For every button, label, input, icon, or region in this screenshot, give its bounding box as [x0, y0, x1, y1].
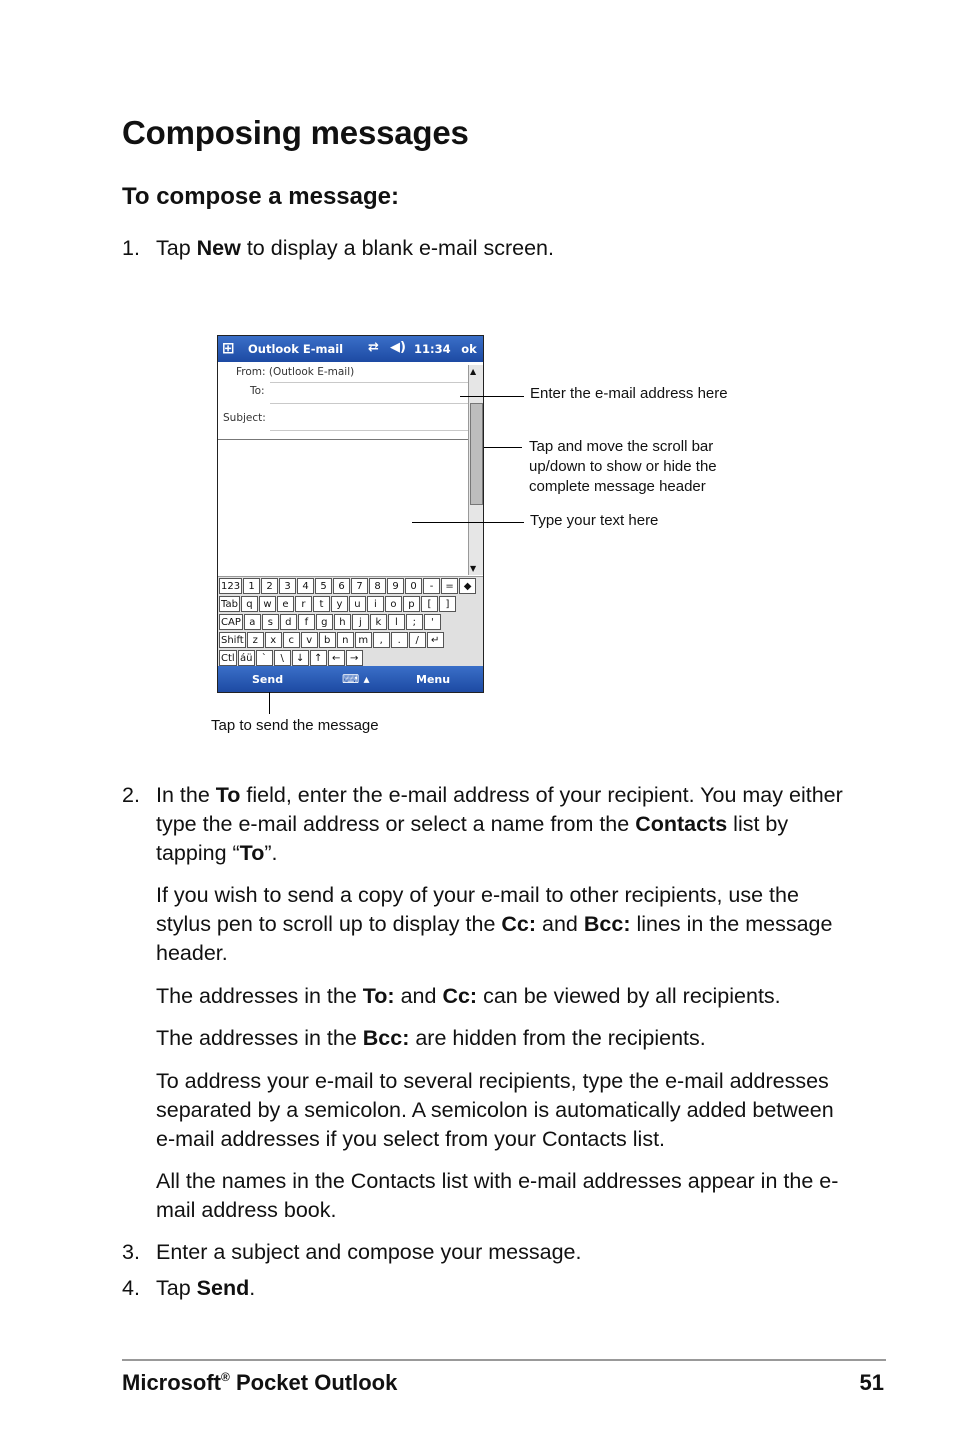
keyboard-key[interactable]: k: [370, 614, 387, 630]
keyboard-key[interactable]: áü: [238, 650, 255, 666]
speaker-icon[interactable]: ◀): [390, 340, 406, 355]
keyboard-key[interactable]: .: [391, 632, 408, 648]
keyboard-key[interactable]: e: [277, 596, 294, 612]
bcc-hidden-paragraph: The addresses in the Bcc: are hidden from the recipients.: [156, 1026, 706, 1050]
scroll-down-icon[interactable]: ▼: [470, 564, 477, 573]
connectivity-icon[interactable]: ⇄: [368, 340, 379, 355]
keyboard-key[interactable]: v: [301, 632, 318, 648]
keyboard-row-4: [219, 632, 444, 649]
keyboard-row-5: [219, 650, 363, 667]
keyboard-key[interactable]: m: [355, 632, 372, 648]
keyboard-key[interactable]: n: [337, 632, 354, 648]
soft-keyboard: [218, 576, 483, 667]
keyboard-key[interactable]: j: [352, 614, 369, 630]
callout-line-text: [412, 522, 524, 523]
device-title-bar: [218, 336, 483, 362]
subject-input-line[interactable]: [270, 430, 470, 431]
keyboard-key[interactable]: a: [244, 614, 261, 630]
keyboard-key[interactable]: 8: [369, 578, 386, 594]
keyboard-toggle-icon[interactable]: ⌨ ▴: [342, 672, 370, 686]
keyboard-key[interactable]: t: [313, 596, 330, 612]
keyboard-key[interactable]: q: [241, 596, 258, 612]
keyboard-key[interactable]: 6: [333, 578, 350, 594]
keyboard-key[interactable]: ↑: [310, 650, 327, 666]
keyboard-key[interactable]: g: [316, 614, 333, 630]
to-label[interactable]: To:: [250, 385, 265, 397]
step-2-number: 2.: [122, 783, 140, 807]
keyboard-key[interactable]: 5: [315, 578, 332, 594]
keyboard-key[interactable]: u: [349, 596, 366, 612]
callout-text-area: Type your text here: [530, 512, 659, 529]
footer-rule: [122, 1359, 886, 1361]
header-separator: [218, 439, 468, 440]
step-1-number: 1.: [122, 236, 140, 260]
subject-label: Subject:: [223, 412, 266, 424]
keyboard-key[interactable]: →: [346, 650, 363, 666]
step-3-text: Enter a subject and compose your message.: [156, 1240, 582, 1264]
keyboard-key[interactable]: i: [367, 596, 384, 612]
keyboard-key[interactable]: x: [265, 632, 282, 648]
scroll-thumb[interactable]: [470, 403, 483, 505]
pocket-pc-screenshot: [217, 335, 484, 693]
callout-line-scroll: [484, 447, 522, 448]
keyboard-key[interactable]: r: [295, 596, 312, 612]
keyboard-key[interactable]: [: [421, 596, 438, 612]
keyboard-key[interactable]: ]: [439, 596, 456, 612]
keyboard-key[interactable]: ↵: [427, 632, 444, 648]
cc-bcc-paragraph: If you wish to send a copy of your e-mail to other recipients, use the stylus pen to scroll up to display the Cc: and Bcc: lines in the message header.: [156, 883, 833, 965]
keyboard-key[interactable]: z: [247, 632, 264, 648]
callout-line-email: [460, 396, 524, 397]
keyboard-key[interactable]: =: [441, 578, 458, 594]
semicolon-paragraph: To address your e-mail to several recipients, type the e-mail addresses separated by a semicolon. A semicolon is automatically added between e-mail addresses if you select from your Contacts list.: [156, 1069, 834, 1151]
footer-section-title: Microsoft® Pocket Outlook: [122, 1370, 398, 1395]
keyboard-key[interactable]: 123: [219, 578, 242, 594]
keyboard-key[interactable]: 2: [261, 578, 278, 594]
keyboard-key[interactable]: ;: [406, 614, 423, 630]
keyboard-key[interactable]: /: [409, 632, 426, 648]
keyboard-key[interactable]: p: [403, 596, 420, 612]
to-input-line[interactable]: [270, 403, 470, 404]
send-softkey[interactable]: Send: [252, 673, 284, 686]
keyboard-key[interactable]: 4: [297, 578, 314, 594]
section-subtitle: To compose a message:: [122, 183, 399, 210]
step-3-number: 3.: [122, 1240, 140, 1264]
keyboard-key[interactable]: ↓: [292, 650, 309, 666]
device-app-title: Outlook E-mail: [248, 342, 344, 356]
keyboard-key[interactable]: s: [262, 614, 279, 630]
keyboard-key[interactable]: ←: [328, 650, 345, 666]
keyboard-key[interactable]: -: [423, 578, 440, 594]
address-book-paragraph: All the names in the Contacts list with e-mail addresses appear in the e-mail address book.: [156, 1169, 839, 1222]
keyboard-key[interactable]: b: [319, 632, 336, 648]
menu-softkey[interactable]: Menu: [416, 673, 451, 686]
keyboard-key[interactable]: Tab: [219, 596, 240, 612]
keyboard-key[interactable]: o: [385, 596, 402, 612]
message-body-area[interactable]: [220, 442, 466, 572]
keyboard-key[interactable]: Ctl: [219, 650, 237, 666]
keyboard-key[interactable]: l: [388, 614, 405, 630]
keyboard-key[interactable]: w: [259, 596, 276, 612]
callout-send: Tap to send the message: [211, 717, 379, 734]
callout-line-send: [269, 692, 270, 714]
keyboard-key[interactable]: 3: [279, 578, 296, 594]
to-cc-visibility-paragraph: The addresses in the To: and Cc: can be viewed by all recipients.: [156, 984, 781, 1008]
ok-button[interactable]: ok: [461, 342, 477, 356]
keyboard-key[interactable]: y: [331, 596, 348, 612]
keyboard-row-1: [219, 578, 476, 595]
callout-email: Enter the e-mail address here: [530, 385, 728, 402]
device-clock[interactable]: 11:34: [414, 342, 451, 356]
step-4-text: Tap Send.: [156, 1276, 256, 1300]
step-2-text: In the To field, enter the e-mail address of your recipient. You may either type the e-mail address or select a name from the Contacts list by tapping “To”.: [156, 783, 843, 865]
keyboard-key[interactable]: Shift: [219, 632, 246, 648]
keyboard-key[interactable]: 0: [405, 578, 422, 594]
keyboard-key[interactable]: 7: [351, 578, 368, 594]
keyboard-row-2: [219, 596, 456, 613]
keyboard-key[interactable]: f: [298, 614, 315, 630]
step-1-text: Tap New to display a blank e-mail screen.: [156, 236, 554, 260]
keyboard-key[interactable]: CAP: [219, 614, 243, 630]
from-field[interactable]: From: (Outlook E-mail): [236, 366, 355, 378]
keyboard-key[interactable]: 1: [243, 578, 260, 594]
page-number: 51: [859, 1370, 884, 1395]
step-4-number: 4.: [122, 1276, 140, 1300]
keyboard-key[interactable]: `: [256, 650, 273, 666]
device-menu-bar: [218, 666, 483, 692]
page-title: Composing messages: [122, 114, 469, 151]
keyboard-row-3: [219, 614, 441, 631]
keyboard-key[interactable]: h: [334, 614, 351, 630]
from-divider: [270, 382, 470, 383]
keyboard-key[interactable]: c: [283, 632, 300, 648]
keyboard-key[interactable]: ◆: [459, 578, 476, 594]
keyboard-key[interactable]: ,: [373, 632, 390, 648]
keyboard-key[interactable]: ': [424, 614, 441, 630]
windows-start-icon[interactable]: ⊞: [222, 339, 235, 357]
keyboard-key[interactable]: 9: [387, 578, 404, 594]
callout-scroll: Tap and move the scroll bar up/down to show or hide the complete message header: [529, 438, 717, 495]
keyboard-key[interactable]: d: [280, 614, 297, 630]
keyboard-key[interactable]: \: [274, 650, 291, 666]
scroll-up-icon[interactable]: ▲: [470, 367, 477, 376]
